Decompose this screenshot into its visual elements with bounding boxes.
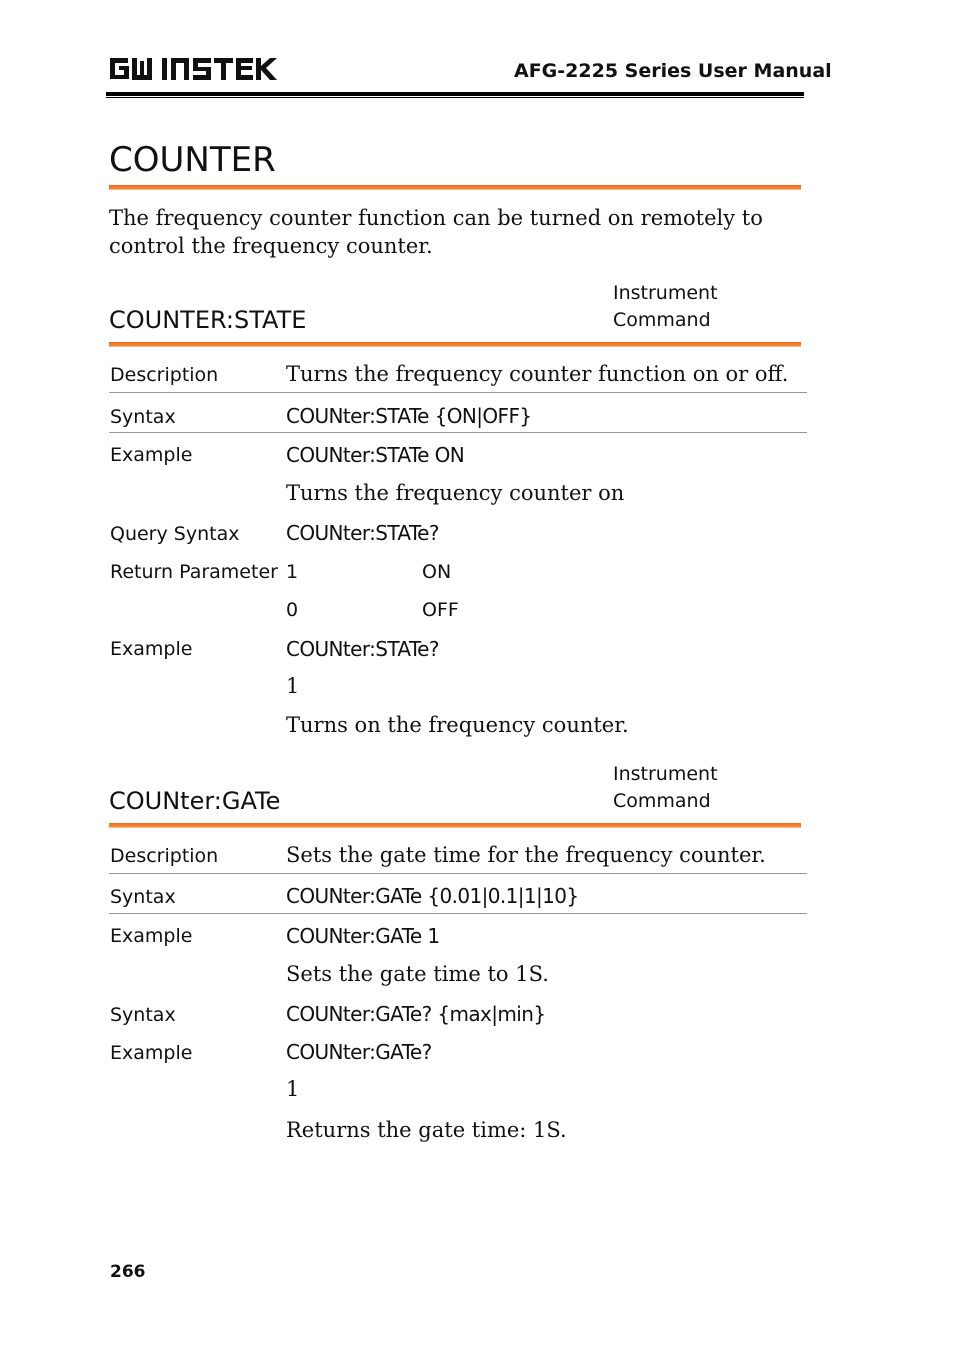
section-rule [109, 342, 801, 346]
section-type [613, 280, 718, 334]
example-label: Example [110, 1042, 193, 1064]
example-note: Returns the gate time: 1S. [286, 1118, 567, 1142]
example-command: COUNter:GATe? [286, 1040, 432, 1064]
chapter-title: COUNTER [109, 140, 276, 180]
return-meaning: OFF [422, 599, 459, 621]
syntax-command: COUNter:GATe? {max|min} [286, 1002, 546, 1026]
section-title: COUNter:GATe [109, 787, 281, 815]
example-command: COUNter:STATe? [286, 637, 439, 661]
example-result: 1 [286, 674, 300, 698]
description-text: Sets the gate time for the frequency counter. [286, 843, 766, 867]
example-command: COUNter:GATe 1 [286, 924, 440, 948]
return-parameter-label: Return Parameter [110, 561, 278, 583]
syntax-label: Syntax [110, 1004, 176, 1026]
return-value: 0 [286, 599, 299, 621]
example-command: COUNter:STATe ON [286, 443, 465, 467]
example-note: Turns the frequency counter on [286, 481, 625, 505]
description-label: Description [110, 364, 219, 386]
return-meaning: ON [422, 561, 452, 583]
row-divider [109, 873, 807, 874]
example-result: 1 [286, 1077, 300, 1101]
example-label: Example [110, 444, 193, 466]
section-title: COUNTER:STATE [109, 306, 307, 334]
return-value: 1 [286, 561, 299, 583]
page-number: 266 [110, 1262, 146, 1282]
chapter-title-rule [109, 185, 801, 189]
description-text: Turns the frequency counter function on or off. [286, 362, 789, 386]
header-rule-thin [106, 97, 804, 98]
section-type-line: Command [613, 790, 711, 812]
example-note: Sets the gate time to 1S. [286, 962, 549, 986]
example-label: Example [110, 925, 193, 947]
row-divider [109, 913, 807, 914]
manual-title: AFG-2225 Series User Manual [514, 60, 832, 82]
example-label: Example [110, 638, 193, 660]
syntax-label: Syntax [110, 406, 176, 428]
syntax-command: COUNter:GATe {0.01|0.1|1|10} [286, 884, 579, 908]
chapter-intro: The frequency counter function can be turned on remotely to control the frequency counter. [109, 206, 763, 258]
gw-instek-logo [108, 54, 278, 84]
header-rule [106, 92, 804, 96]
syntax-command: COUNter:STATe {ON|OFF} [286, 404, 532, 428]
example-note: Turns on the frequency counter. [286, 713, 629, 737]
section-type [613, 761, 718, 815]
row-divider [109, 432, 807, 433]
query-syntax-command: COUNter:STATe? [286, 521, 439, 545]
query-syntax-label: Query Syntax [110, 523, 240, 545]
section-type-line: Instrument [613, 763, 718, 785]
description-label: Description [110, 845, 219, 867]
section-type-line: Instrument [613, 282, 718, 304]
section-rule [109, 823, 801, 827]
section-type-line: Command [613, 309, 711, 331]
syntax-label: Syntax [110, 886, 176, 908]
row-divider [109, 392, 807, 393]
